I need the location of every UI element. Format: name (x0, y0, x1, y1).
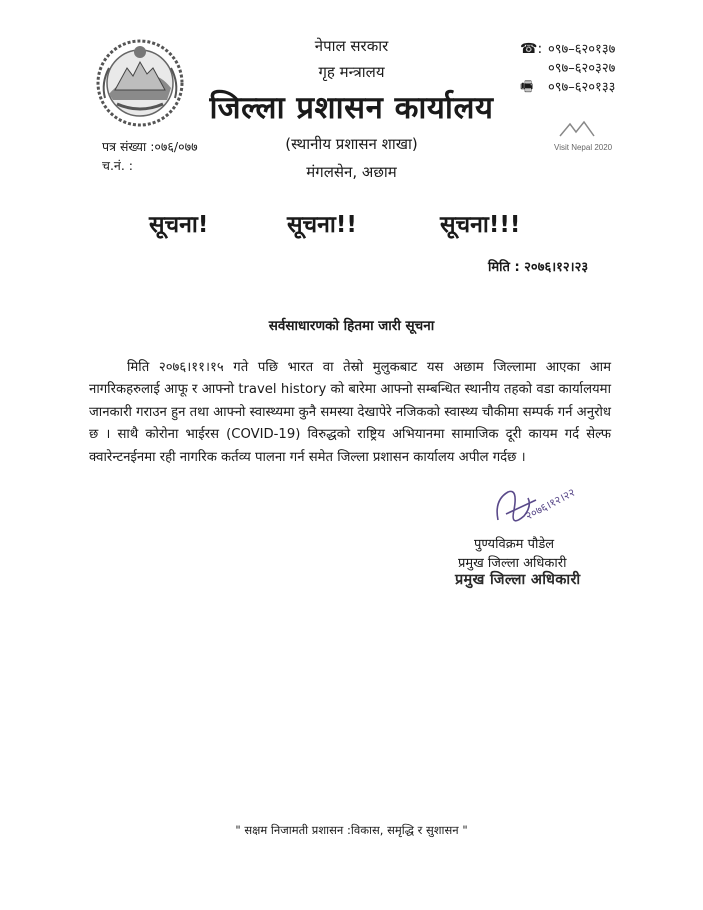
reference-block (102, 137, 198, 175)
signatory-title: प्रमुख जिल्ला अधिकारी (458, 556, 567, 571)
ministry-name: गृह मन्त्रालय (318, 63, 385, 81)
fax-icon: 🖷 (520, 79, 534, 95)
footer-motto: " सक्षम निजामती प्रशासन :विकास, समृद्धि र सुशासन " (235, 823, 468, 837)
contact-block (520, 40, 615, 97)
notice-heading-1: सूचना! (149, 212, 209, 238)
fax-number: ०९७–६२०१३३ (548, 80, 616, 95)
visit-nepal-logo (548, 118, 618, 158)
government-name: नेपाल सरकार (314, 37, 389, 55)
notice-body-paragraph: मिति २०७६।११।१५ गते पछि भारत वा तेस्रो मुलुकबाट यस अछाम जिल्लामा आएका आम नागरिकहरुलाई आफू र आफ्नो travel history को बारेमा आफ्नो सम्बन्धित स्थानीय तहको वडा कार्यालयमा जानकारी गराउन हुन तथा आफ्नो स्वास्थ्यमा कुनै समस्या देखापेरे नजिकको स्वास्थ्य चौकीमा सम्पर्क गर्न अनुरोध छ । साथै कोरोना भाईरस (COVID-19) विरुद्धको राष्ट्रिय अभियानमा सामाजिक दूरी कायम गर्द सेल्फ क्वारेन्टनईनमा रही नागरिक कर्तव्य पालना गर्न समेत जिल्ला प्रशासन कार्यालय अपील गर्दछ । (89, 360, 611, 465)
letter-number: पत्र संख्या :०७६/०७७ (102, 139, 198, 154)
notice-heading-2: सूचना!! (287, 212, 357, 238)
visit-nepal-mark (548, 118, 618, 158)
notice-body (89, 357, 611, 469)
dispatch-number: च.नं. : (102, 158, 134, 173)
branch-name: (स्थानीय प्रशासन शाखा) (285, 135, 418, 153)
phone-number-2: ०९७–६२०३२७ (548, 61, 616, 76)
notice-heading-3: सूचना!!! (440, 212, 521, 238)
phone-icon: ☎: (520, 41, 543, 57)
phone-number-1: ०९७–६२०१३७ (548, 42, 616, 57)
notice-date: मिति : २०७६।१२।२३ (488, 260, 589, 275)
signatory-stamp: प्रमुख जिल्ला अधिकारी (455, 572, 581, 588)
notice-subject: सर्वसाधारणको हितमा जारी सूचना (268, 318, 435, 334)
office-address: मंगलसेन, अछाम (306, 163, 397, 181)
visit-nepal-text: Visit Nepal 2020 (554, 143, 613, 152)
office-name: जिल्ला प्रशासन कार्यालय (209, 90, 494, 126)
signature-date: २०७६।१२।२२ (523, 485, 578, 523)
handwritten-signature (488, 470, 618, 540)
signatory-name: पुण्यविक्रम पौडेल (474, 537, 555, 552)
